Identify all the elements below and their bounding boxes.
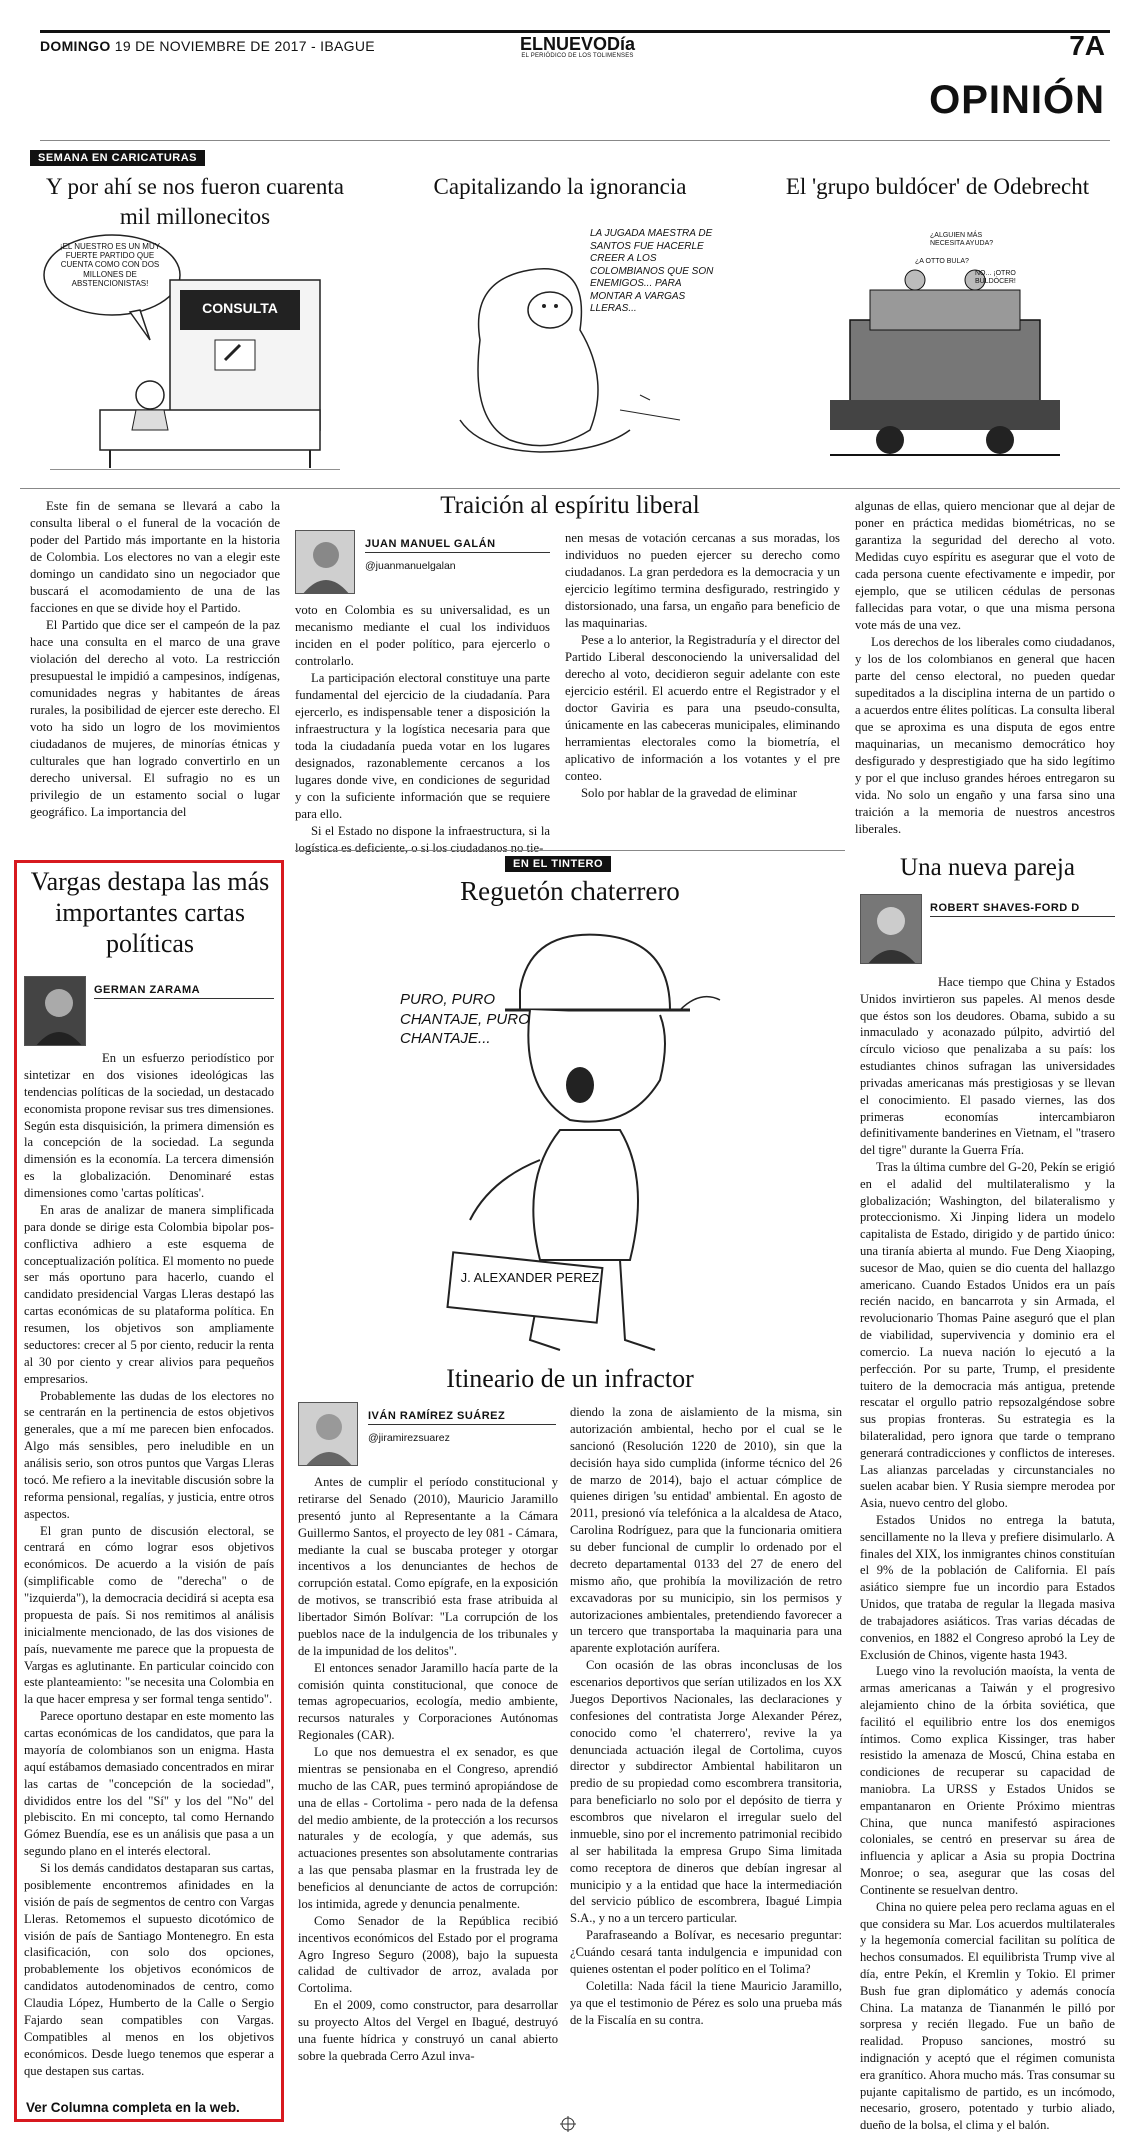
tintero-title: Reguetón chaterrero [460, 876, 680, 906]
cartoon-2-bubble: LA JUGADA MAESTRA DE SANTOS FUE HACERLE CREER A LOS COLOMBIANOS QUE SON ENEMIGOS... PARA MONTAR A VARGAS LLERAS... [590, 228, 714, 314]
zarama-body [24, 1050, 274, 2079]
paragraph: En un esfuerzo periodístico por sintetizar en dos visiones ideológicas las tendencias políticas de la sociedad, un destacado economista propone revisar sus tres dimensiones. Según esta disquisición, la primera dimensión es la concepción de la sociedad. La segunda dimensión es la economía. La tercera dimensión es la globalización. Denominaré estas dimensiones como 'cartas políticas'. [24, 1051, 274, 1200]
shaves-body [860, 974, 1115, 2134]
tintero-sign: J. ALEXANDER PEREZ [460, 1270, 600, 1285]
paragraph: Solo por hablar de la gravedad de eliminar [581, 786, 797, 801]
paragraph: El Partido que dice ser el campeón de la paz hace una consulta en el marco de una grave violación del derecho al voto. La restricción presupuestal le impidió a campesinos, indígenas, comunidades negras y habitantes de áreas rurales, la posibilidad de ejercer este derecho. El voto ha sido un logro de los movimientos ciudadanos de mujeres, de minorías étnicas y culturales que han logrado convertirlo en un derecho universal. El sufragio no es un privilegio de un estamento social o lugar geográfico. La importancia del [30, 618, 280, 820]
paragraph: nen mesas de votación cercanas a sus moradas, los individuos no pueden ejercer su derecho como ciudadanos. La gran perdedora es la democracia y un ejercicio legítimo termina desfigurado, restringido y distorsionado, una farsa, un engaño para beneficio de las maquinarias. [565, 531, 840, 631]
cartoon-chaterrero [370, 920, 770, 1360]
galan-column-1 [30, 498, 280, 821]
paragraph: El entonces senador Jaramillo hacía parte de la comisión quinta constitucional, que conoce de temas agropecuarios, ecología, medio ambiente, recursos naturales y Corporaciones Autónomas Regionales (CAR). [298, 1660, 558, 1743]
paragraph: Probablemente las dudas de los electores no se centrarán en la pertinencia de estos objetivos generales, que a mí me parecen bien enfocados. Algo más sensibles, pero ineludible en un análisis serio, son otros puntos que Vargas Lleras tocó. Me refiero a la inevitable discusión sobre la reforma pensional, regalías, y justicia, entre otros aspectos. [24, 1388, 274, 1521]
section-title: OPINIÓN [929, 78, 1105, 122]
paragraph: Antes de cumplir el período constitucional y retirarse del Senado (2010), Mauricio Jaramillo presentó junto al Representante a la Cámara Guillermo Santos, el proyecto de ley 081 - Cámara, mediante la cual se buscaba proteger y otorgar incentivos a los denunciantes de hechos de corrupción estatal. Como epígrafe, en la exposición de motivos, se transcribió esta frase atribuida al libertador Simón Bolívar: "La corrupción de los pueblos nace de la indulgencia de los tribunales y de la impunidad de los delitos". [298, 1475, 558, 1658]
cartoon-3-bubble-1: ¿ALGUIEN MÁS NECESITA AYUDA? [930, 232, 994, 248]
paragraph: Lo que nos demuestra el ex senador, es que mientras se pensionaba en el Congreso, aprendió mucho de las CAR, pues terminó apropiándose de una de ellas - Cortolima - pero nada de la defensa del medio ambiente, de la protección a los recursos naturales y de ecología, y que además, sus actuaciones presentes son absolutamente contrarias a las que pensaba plasmar en la frustrada ley de beneficios al denunciante de actos de corrupción: los intimida, agrede y denuncia penalmente. [298, 1745, 558, 1911]
paragraph: voto en Colombia es su universalidad, es un mecanismo mediante el cual los individuos inciden en el poder político, para ejercerlo o controlarlo. [295, 603, 550, 669]
paragraph: Si el Estado no dispone la infraestructura, si la logística es deficiente, o si los ciudadanos no tie- [295, 824, 550, 856]
paragraph: Parece oportuno destapar en este momento las cartas económicas de los candidatos, que para la mayoría de colombianos son un enigma. Hasta aquí estábamos demasiado concentrados en mirar las cartas de "concepción de la sociedad", divididos entre los del "Sí" y los del "No" del plebiscito. En mi concepto, tal como Hernando Gómez Buendía, ese es un análisis que pasa a un segundo plano en el interés electoral. [24, 1709, 274, 1859]
zarama-full-column-link[interactable]: Ver Columna completa en la web. [26, 2100, 240, 2115]
galan-headline: Traición al espíritu liberal [440, 492, 700, 519]
ramirez-column-2 [570, 1404, 842, 2028]
paragraph: El gran punto de discusión electoral, se centrará en cómo lograr esos objetivos económicos. De acuerdo a la visión de país (simplificable como de "derecha" o de "izquierda"), la democracia decidirá si acepta esa propuesta de país. Si nos remitimos al análisis inicialmente mencionado, de las dos visiones de país, nuevamente me parece que la propuesta de Vargas es aglutinante. En particular coincido con este planteamiento: "se necesita una Colombia en la que hacer empresa y ser formal tenga sentido". [24, 1523, 274, 1707]
galan-column-2 [295, 602, 550, 857]
galan-column-4 [855, 498, 1115, 838]
zarama-byline [24, 976, 274, 1042]
page-number: 7A [1069, 30, 1105, 61]
newspaper-logo: ELNUEVODía EL PERIÓDICO DE LOS TOLIMENSES [520, 34, 636, 59]
paragraph: Parafraseando a Bolívar, es necesario preguntar: ¿Cuándo cesará tanta indulgencia e impunidad con quienes ostentan el poder político en el Tolima? [570, 1928, 842, 1976]
paragraph: algunas de ellas, quiero mencionar que al dejar de poner en práctica medidas biométricas, no se garantiza la seguridad del derecho al voto. Medidas cuyo espíritu es asegurar que el voto de cada persona cuente efectivamente e impedir, por ejemplo, que se utilicen cédulas de personas fallecidas para votar, o que una misma persona vote más de una vez. [855, 499, 1115, 633]
cartoon-2-title: Capitalizando la ignorancia [433, 174, 687, 199]
paragraph: Este fin de semana se llevará a cabo la consulta liberal o el funeral de la vocación de poder del Partido más importante en la historia de Colombia. Los electores no van a elegir este domingo un candidato sino un negociador que buscará el acomodamiento de una de las facciones en que se divide hoy el Partido. [30, 499, 280, 616]
header-top-rule [40, 30, 1110, 33]
zarama-headline: Vargas destapa las más importantes cartas políticas [30, 867, 270, 959]
paragraph: Pese a lo anterior, la Registraduría y el director del Partido Liberal desconociendo la universalidad del derecho al voto, decidieron seguir adelante con este ejercicio estéril. El acuerdo entre el Registrador y el doctor Gaviria es para una pseudo-consulta, únicamente en las cabeceras municipales, eliminando herramientas electorales como la biometría, el aplicativo de información a los votantes y el pre conteo. [565, 633, 840, 784]
ramirez-photo [298, 1402, 358, 1466]
ramirez-column-1 [298, 1474, 558, 2065]
caricaturas-tag: SEMANA EN CARICATURAS [30, 150, 205, 166]
galan-column-3 [565, 530, 840, 802]
ramirez-headline: Itineario de un infractor [446, 1364, 694, 1393]
edition-date: DOMINGO 19 DE NOVIEMBRE DE 2017 - IBAGUE [40, 38, 375, 54]
galan-handle: @juanmanuelgalan [365, 560, 456, 572]
shaves-byline [860, 894, 1115, 960]
paragraph: Tras la última cumbre del G-20, Pekín se erigió en el adalid del multilateralismo y la globalización; Washington, del bilateralismo y proteccionismo. Xi Jinping lidera un modelo capitalista de Estado, dirigido y de partido único: una tiranía abierta al mundo. Fue Deng Xiaoping, sucesor de Mao, quien se dio cuenta del hallazgo americano. Cuando Estados Unidos era un país recién nacido, en bancarrota y sin Armada, el revolucionario Thomas Paine aseguró que el plan de viabilidad, supervivencia y dominio era el comercio. La nueva nación lo ejecutó a la perfección. Por su parte, Trump, el presidente tuitero de la democracia más antigua, pretende rescatar el orgullo patrio repsozalgéndose sobre sus propias fronteras. Su estrategia es la bilateralidad, pero ignora que tarde o temprano generará contradicciones y conflictos de intereses. Las alianzas parceladas y circunstanciales no suelen acabar bien. Y Rusia siempre merodea por Asia, nuevo centro del globo. [860, 1159, 1115, 1511]
paragraph: Coletilla: Nada fácil la tiene Mauricio Jaramillo, ya que el testimonio de Pérez es solo una prueba más de la Fiscalía en su contra. [570, 1978, 842, 2027]
paragraph: Luego vino la revolución maoísta, la venta de armas americanas a Taiwán y el progresivo alejamiento chino de la órbita soviética, que facilitó el equilibrio entre los dos enemigos íntimos. Como explica Kissinger, tras haber resistido la amenaza de Moscú, China estaba en condiciones de recuperar su capacidad de maniobra. La URSS y Estados Unidos se empantanaron en Oriente Próximo mientras China, que nunca manifestó aspiraciones coloniales, se centró en preservar su área de influencia y aplicar a Asia su propia Doctrina Monroe; o sea, asegurar que las cosas del Continente se resuelvan dentro. [860, 1664, 1115, 1897]
paragraph: diendo la zona de aislamiento de la misma, sin autorización ambiental, hecho por el cual se le sancionó (Resolución 1220 de 2010), sin que la decisión haya sido cumplida (informe técnico del 26 de marzo de 2014), bajo el actuar cómplice de quienes dirigen 'su entidad' ambiental. En agosto de 2011, presionó vía telefónica a la alcaldesa de Ataco, Carolina Rodríguez, para que la funcionaria omitiera su deber funcional de cumplir lo ordenado por el decreto departamental 0133 del 27 de enero del mismo año, que prohibía la movilización de retro excavadoras por su municipio, sin los permisos y autorizaciones ambientales, pretendiendo favorecer a un tercero que transportaba la maquinaria para una aparente explotación aurífera. [570, 1405, 842, 1656]
cartoon-1-title: Y por ahí se nos fueron cuarenta mil millonecitos [45, 174, 345, 229]
paragraph: En aras de analizar de manera simplificada para donde se dirige esta Colombia bipolar pos-conflictiva adhiero a este esquema de conceptualización política. El momento no puede ser más oportuno para hacerlo, cuando el candidato presidencial Vargas Lleras destapó las cartas económicas de su plataforma política. En resumen, los objetivos son ampliamente seductores: crecer al 5 por ciento, reducir la renta al 30 por ciento y crear alivios para pequeños empresarios. [24, 1202, 274, 1386]
ramirez-handle: @jiramirezsuarez [368, 1432, 450, 1444]
tintero-divider [295, 850, 845, 851]
galan-author: JUAN MANUEL GALÁN [365, 538, 550, 553]
cartoon-1-sign: CONSULTA [202, 300, 278, 316]
paragraph: Como Senador de la República recibió incentivos económicos del Estado por el programa Agro Ingreso Seguro (2008), bajo la supuesta calidad de cultivador de arroz, avalada por Cortolima. [298, 1913, 558, 1996]
galan-photo [295, 530, 355, 594]
shaves-headline: Una nueva pareja [900, 854, 1075, 881]
galan-byline [295, 530, 550, 596]
registration-mark-icon [560, 2116, 576, 2132]
zarama-author: GERMAN ZARAMA [94, 984, 274, 999]
tintero-tag: EN EL TINTERO [505, 856, 611, 872]
zarama-photo [24, 976, 86, 1046]
cartoon-1-bubble: ¡EL NUESTRO ES UN MUY FUERTE PARTIDO QUE CUENTA COMO CON DOS MILLONES DE ABSTENCIONISTAS! [59, 242, 161, 288]
paragraph: Los derechos de los liberales como ciudadanos, y los de los colombianos en general que hacen parte del censo electoral, no pueden quedar supeditados a la disciplina interna de un partido o a acuerdos entre élites políticas. La consulta liberal que se aproxima es una disputa de egos entre maquinarias, un mecanismo democrático hoy desfigurado y desprestigiado que ha sido legítimo y por el que incluso grandes héroes entregaron su vida. No solo un engaño y una farsa sino una traición a la memoria de nuestros ancestros liberales. [855, 635, 1115, 837]
paragraph: Si los demás candidatos destaparan sus cartas, posiblemente encontremos afinidades en la visión de país de segmentos de centro con Vargas Lleras. Retomemos el supuesto dicotómico de visión de país de Santiago Montenegro. En esta clasificación, con solo dos opciones, probablemente los objetivos económicos de candidatos autodenominados de centro, como Claudia López, Humberto de la Calle o Sergio Fajardo sean compatibles con Vargas. Compatibles al menos en los objetivos económicos. Desde luego tenemos que esperar a que destapen sus cartas. [24, 1861, 274, 2078]
section-divider [20, 488, 1120, 489]
cartoon-3-bubble-3: NO... ¡OTRO BULDÓCER! [975, 270, 1016, 286]
header-bottom-rule [40, 140, 1110, 141]
shaves-photo [860, 894, 922, 964]
paragraph: Con ocasión de las obras inconclusas de los escenarios deportivos que serían utilizados en los XX Juegos Deportivos Nacionales, las declaraciones y confesiones del contratista Jorge Alexander Pérez, conocido como 'el chaterrero', revive la ya denunciada actuación ilegal de Cortolima, cuyos director y subdirector Ambiental habilitaron un predio de su propiedad como escombrera transitoria, para beneficiarlo no solo por el depósito de tierra y escombros que nivelaron el irregular suelo del inmueble, sino por el incremento patrimonial recibido al ser habilitada la empresa Grupo Sima limitada como receptora de dineros que debían ingresar al municipio y a la entidad que hace la intermediación del servicio público de escombrera, Ibagué Limpia S.A., y no a un tercero particular. [570, 1658, 842, 1926]
paragraph: En el 2009, como constructor, para desarrollar su proyecto Altos del Vergel en Ibagué, destruyó una fuente hídrica y construyó un canal abierto sobre la quebrada Cerro Azul inva- [298, 1998, 558, 2063]
paragraph: China no quiere pelea pero reclama aguas en el que considera su Mar. Los acuerdos multilaterales y la hegemonía comercial facilitan su política de hechos consumados. El equilibrista Trump vive al día, entre Pekín, el Kremlin y Tokio. El primer Bush fue gran diplomático y además conocía China. La matanza de Tiananmén le pilló por sorpresa y recién llegado. Fue un baño de realidad. Propuso sanciones, mostró su indignación y aceptó que el régimen comunista era granítico. Ahora mucho más. Tras consumar su pujante capitalismo de partido, es un incómodo, necesario, grosero, potentado y turbio aliado, dueño de la bolsa, el clima y el balón. [860, 1899, 1115, 2133]
shaves-author: ROBERT SHAVES-FORD D [930, 902, 1115, 917]
ramirez-author: IVÁN RAMÍREZ SUÁREZ [368, 1410, 556, 1425]
cartoon-3-bubble-2: ¿A OTTO BULA? [915, 258, 969, 265]
ramirez-byline [298, 1402, 556, 1468]
paragraph: Hace tiempo que China y Estados Unidos invirtieron sus papeles. Al menos desde que éstos son los deudores. Obama, subido a su inmaculado y aconazado púlpito, advirtió del círculo vicioso que penalizaba a su país: los estudiantes chinos sufragan las universidades privadas americanas más prestigiosas y se llevan el conocimiento. El pasado viernes, las dos primeras economías intercambiaron definitivamente banderines en Vietnam, el "trasero del tigre" durante la Guerra Fría. [860, 975, 1115, 1158]
paragraph: La participación electoral constituye una parte fundamental del ejercicio de la ciudadanía. Para ejercerlo, es indispensable tener a disposición la infraestructura y la logística necesaria para que toda la ciudadanía pueda votar en los lugares designados, razonablemente cercanos a los lugares donde vive, en condiciones de seguridad y con la suficiente información que se requiere para ello. [295, 671, 550, 822]
tintero-bubble: PURO, PURO CHANTAJE, PURO CHANTAJE... [400, 991, 530, 1047]
paragraph: Estados Unidos no entrega la batuta, sencillamente no la lleva y prefiere disimularlo. A finales del XIX, los inmigrantes chinos constituían el 9% de la población de California. El país asiático siempre fue un incordio para Estados Unidos, que trataba de regular la llegada masiva de trabajadores asiáticos. Tras varias décadas de convenios, en 1882 el Congreso aprobó la Ley de Exclusión de Chinos, vigente hasta 1943. [860, 1513, 1115, 1662]
cartoon-3-title: El 'grupo buldócer' de Odebrecht [785, 174, 1090, 199]
